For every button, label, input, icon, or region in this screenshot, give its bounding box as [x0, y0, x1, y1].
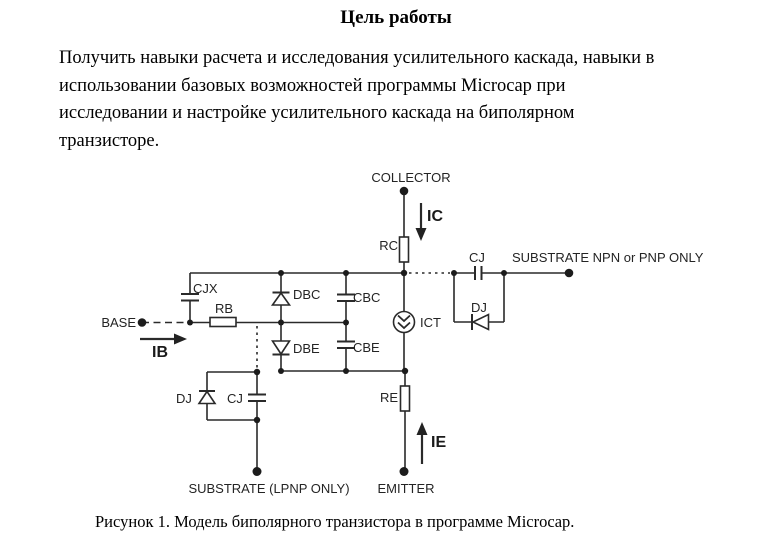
capacitor-cj-bottom — [248, 372, 266, 420]
arrow-ib-icon — [140, 334, 187, 345]
figure-caption: Рисунок 1. Модель биполярного транзистора в программе Microcap. — [95, 512, 575, 531]
label-current-ic: IC — [427, 208, 443, 225]
capacitor-cj-right — [454, 266, 504, 280]
label-dbe: DBE — [293, 341, 320, 356]
terminal-dot-substrate-right — [565, 269, 574, 278]
label-ict: ICT — [420, 315, 441, 330]
label-cj-bottom: CJ — [227, 391, 243, 406]
terminal-dot-base — [138, 318, 147, 327]
paragraph-line: исследовании и настройке усилительного каскада на биполярном — [59, 103, 575, 123]
label-base: BASE — [101, 315, 136, 330]
label-collector: COLLECTOR — [371, 170, 451, 185]
paragraph-line: Получить навыки расчета и исследования усилительного каскада, навыки в — [59, 48, 655, 68]
label-dbc: DBC — [293, 287, 321, 302]
label-emitter: EMITTER — [377, 481, 435, 496]
label-current-ie: IE — [431, 434, 447, 451]
current-source-ict — [394, 273, 415, 371]
label-dj-bottom: DJ — [176, 391, 192, 406]
label-substrate-right: SUBSTRATE NPN or PNP ONLY — [512, 250, 704, 265]
label-cbe: CBE — [353, 340, 380, 355]
terminal-dot-emitter — [400, 467, 409, 476]
page-title: Цель работы — [340, 7, 452, 28]
label-cbc: CBC — [353, 290, 381, 305]
diode-dbc — [273, 273, 290, 323]
resistor-rc — [400, 237, 409, 262]
resistor-re — [401, 386, 410, 411]
label-current-ib: IB — [152, 344, 168, 361]
label-cj-right: CJ — [469, 250, 485, 265]
resistor-rb — [210, 318, 236, 327]
label-re: RE — [379, 390, 398, 405]
node-dots — [138, 187, 574, 476]
label-substrate-bottom: SUBSTRATE (LPNP ONLY) — [188, 481, 350, 496]
label-rb: RB — [214, 301, 234, 316]
label-cjx: CJX — [193, 281, 218, 296]
arrow-ie-icon — [417, 422, 428, 464]
paragraph-line: транзисторе. — [59, 130, 160, 151]
diode-dbe — [273, 323, 290, 372]
arrow-ic-icon — [416, 203, 427, 241]
terminal-dot-substrate-bottom — [253, 467, 262, 476]
paragraph-line: использовании базовых возможностей программы Microcap при — [59, 75, 566, 96]
label-rc: RC — [379, 238, 398, 253]
label-dj-right: DJ — [471, 300, 487, 315]
terminal-dot-collector — [400, 187, 409, 196]
